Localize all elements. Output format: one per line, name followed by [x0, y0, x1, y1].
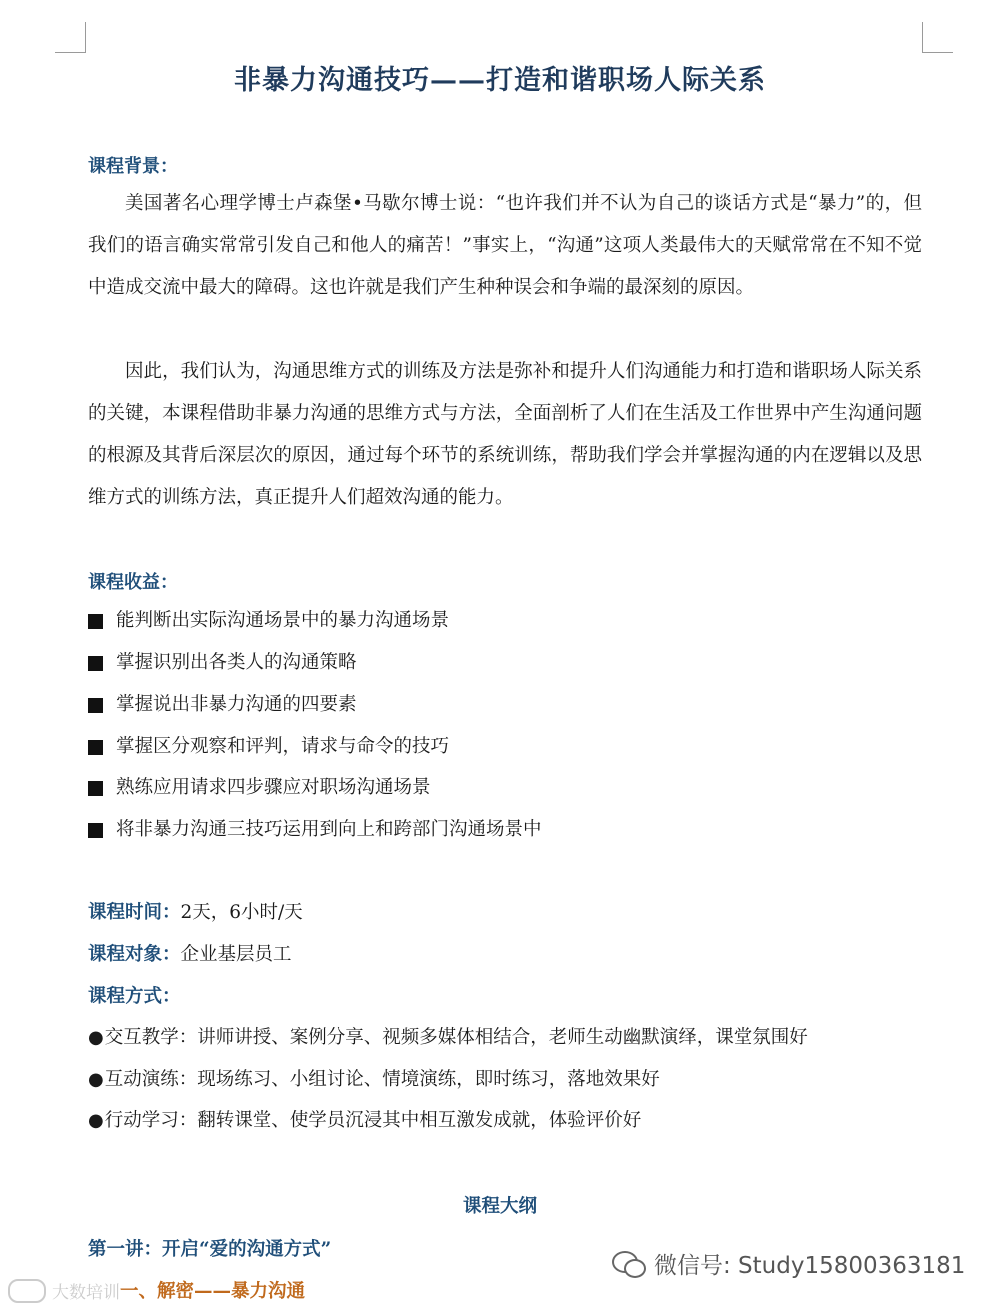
method-item — [88, 1109, 641, 1133]
watermark-logo-icon — [8, 1279, 46, 1303]
wechat-watermark-text: 微信号: Study15800363181 — [654, 1253, 966, 1279]
benefit-item — [88, 735, 449, 759]
benefit-item — [88, 693, 357, 717]
square-bullet-icon — [88, 656, 103, 671]
page-corner-mark-top-right — [922, 22, 953, 53]
method-item — [88, 1068, 660, 1092]
method-text: 行动学习：翻转课堂、使学员沉浸其中相互激发成就，体验评价好 — [104, 1110, 642, 1131]
benefit-text: 熟练应用请求四步骤应对职场沟通场景 — [116, 777, 431, 798]
watermark-left — [8, 1278, 120, 1303]
benefit-text: 掌握识别出各类人的沟通策略 — [116, 652, 357, 673]
benefit-text: 掌握区分观察和评判，请求与命令的技巧 — [116, 736, 450, 757]
method-item — [88, 1026, 808, 1050]
course-time-label: 课程时间： — [88, 902, 181, 923]
background-heading: 课程背景： — [88, 156, 178, 177]
square-bullet-icon — [88, 614, 103, 629]
round-bullet-icon: ● — [88, 1069, 104, 1090]
course-time-value: 2天，6小时/天 — [180, 902, 303, 923]
course-audience — [88, 943, 292, 967]
wechat-icon — [612, 1249, 646, 1279]
method-text: 互动演练：现场练习、小组讨论、情境演练，即时练习，落地效果好 — [104, 1069, 660, 1090]
course-method — [88, 985, 181, 1009]
square-bullet-icon — [88, 781, 103, 796]
outline-title: 课程大纲 — [462, 1196, 537, 1217]
lecture-heading: 第一讲：开启“爱的沟通方式” — [88, 1239, 332, 1260]
benefit-item — [88, 609, 449, 633]
method-text: 交互教学：讲师讲授、案例分享、视频多媒体相结合，老师生动幽默演绎，课堂氛围好 — [104, 1027, 808, 1048]
course-audience-label: 课程对象： — [88, 944, 181, 965]
benefit-item — [88, 776, 431, 800]
page-corner-mark-top-left — [55, 22, 86, 53]
benefit-text: 能判断出实际沟通场景中的暴力沟通场景 — [116, 610, 450, 631]
background-paragraph-2: 因此，我们认为，沟通思维方式的训练及方法是弥补和提升人们沟通能力和打造和谐职场人际关系的关键，本课程借助非暴力沟通的思维方式与方法，全面剖析了人们在生活及工作世界中产生沟通问题的根源及其背后深层次的原因，通过每个环节的系统训练，帮助我们学会并掌握沟通的内在逻辑以及思维方式的训练方法，真正提升人们超效沟通的能力。 — [88, 361, 922, 508]
course-method-label: 课程方式： — [88, 986, 181, 1007]
benefit-item — [88, 818, 542, 842]
benefit-text: 将非暴力沟通三技巧运用到向上和跨部门沟通场景中 — [116, 819, 542, 840]
section-heading: 一、解密——暴力沟通 — [120, 1281, 306, 1302]
document-title: 非暴力沟通技巧——打造和谐职场人际关系 — [234, 65, 766, 96]
watermark-left-text: 大数培训 — [52, 1283, 120, 1303]
course-audience-value: 企业基层员工 — [180, 944, 292, 965]
background-paragraph-1: 美国著名心理学博士卢森堡•马歇尔博士说：“也许我们并不认为自己的谈话方式是“暴力”的，但我们的语言确实常常引发自己和他人的痛苦！”事实上，“沟通”这项人类最伟大的天赋常常在不知不觉中造成交流中最大的障碍。这也许就是我们产生种种误会和争端的最深刻的原因。 — [88, 193, 922, 298]
round-bullet-icon: ● — [88, 1110, 104, 1131]
benefit-text: 掌握说出非暴力沟通的四要素 — [116, 694, 357, 715]
square-bullet-icon — [88, 740, 103, 755]
wechat-watermark — [612, 1247, 965, 1280]
square-bullet-icon — [88, 698, 103, 713]
benefits-heading: 课程收益： — [88, 572, 178, 593]
benefit-item — [88, 651, 357, 675]
round-bullet-icon: ● — [88, 1027, 104, 1048]
course-time — [88, 901, 303, 925]
square-bullet-icon — [88, 823, 103, 838]
